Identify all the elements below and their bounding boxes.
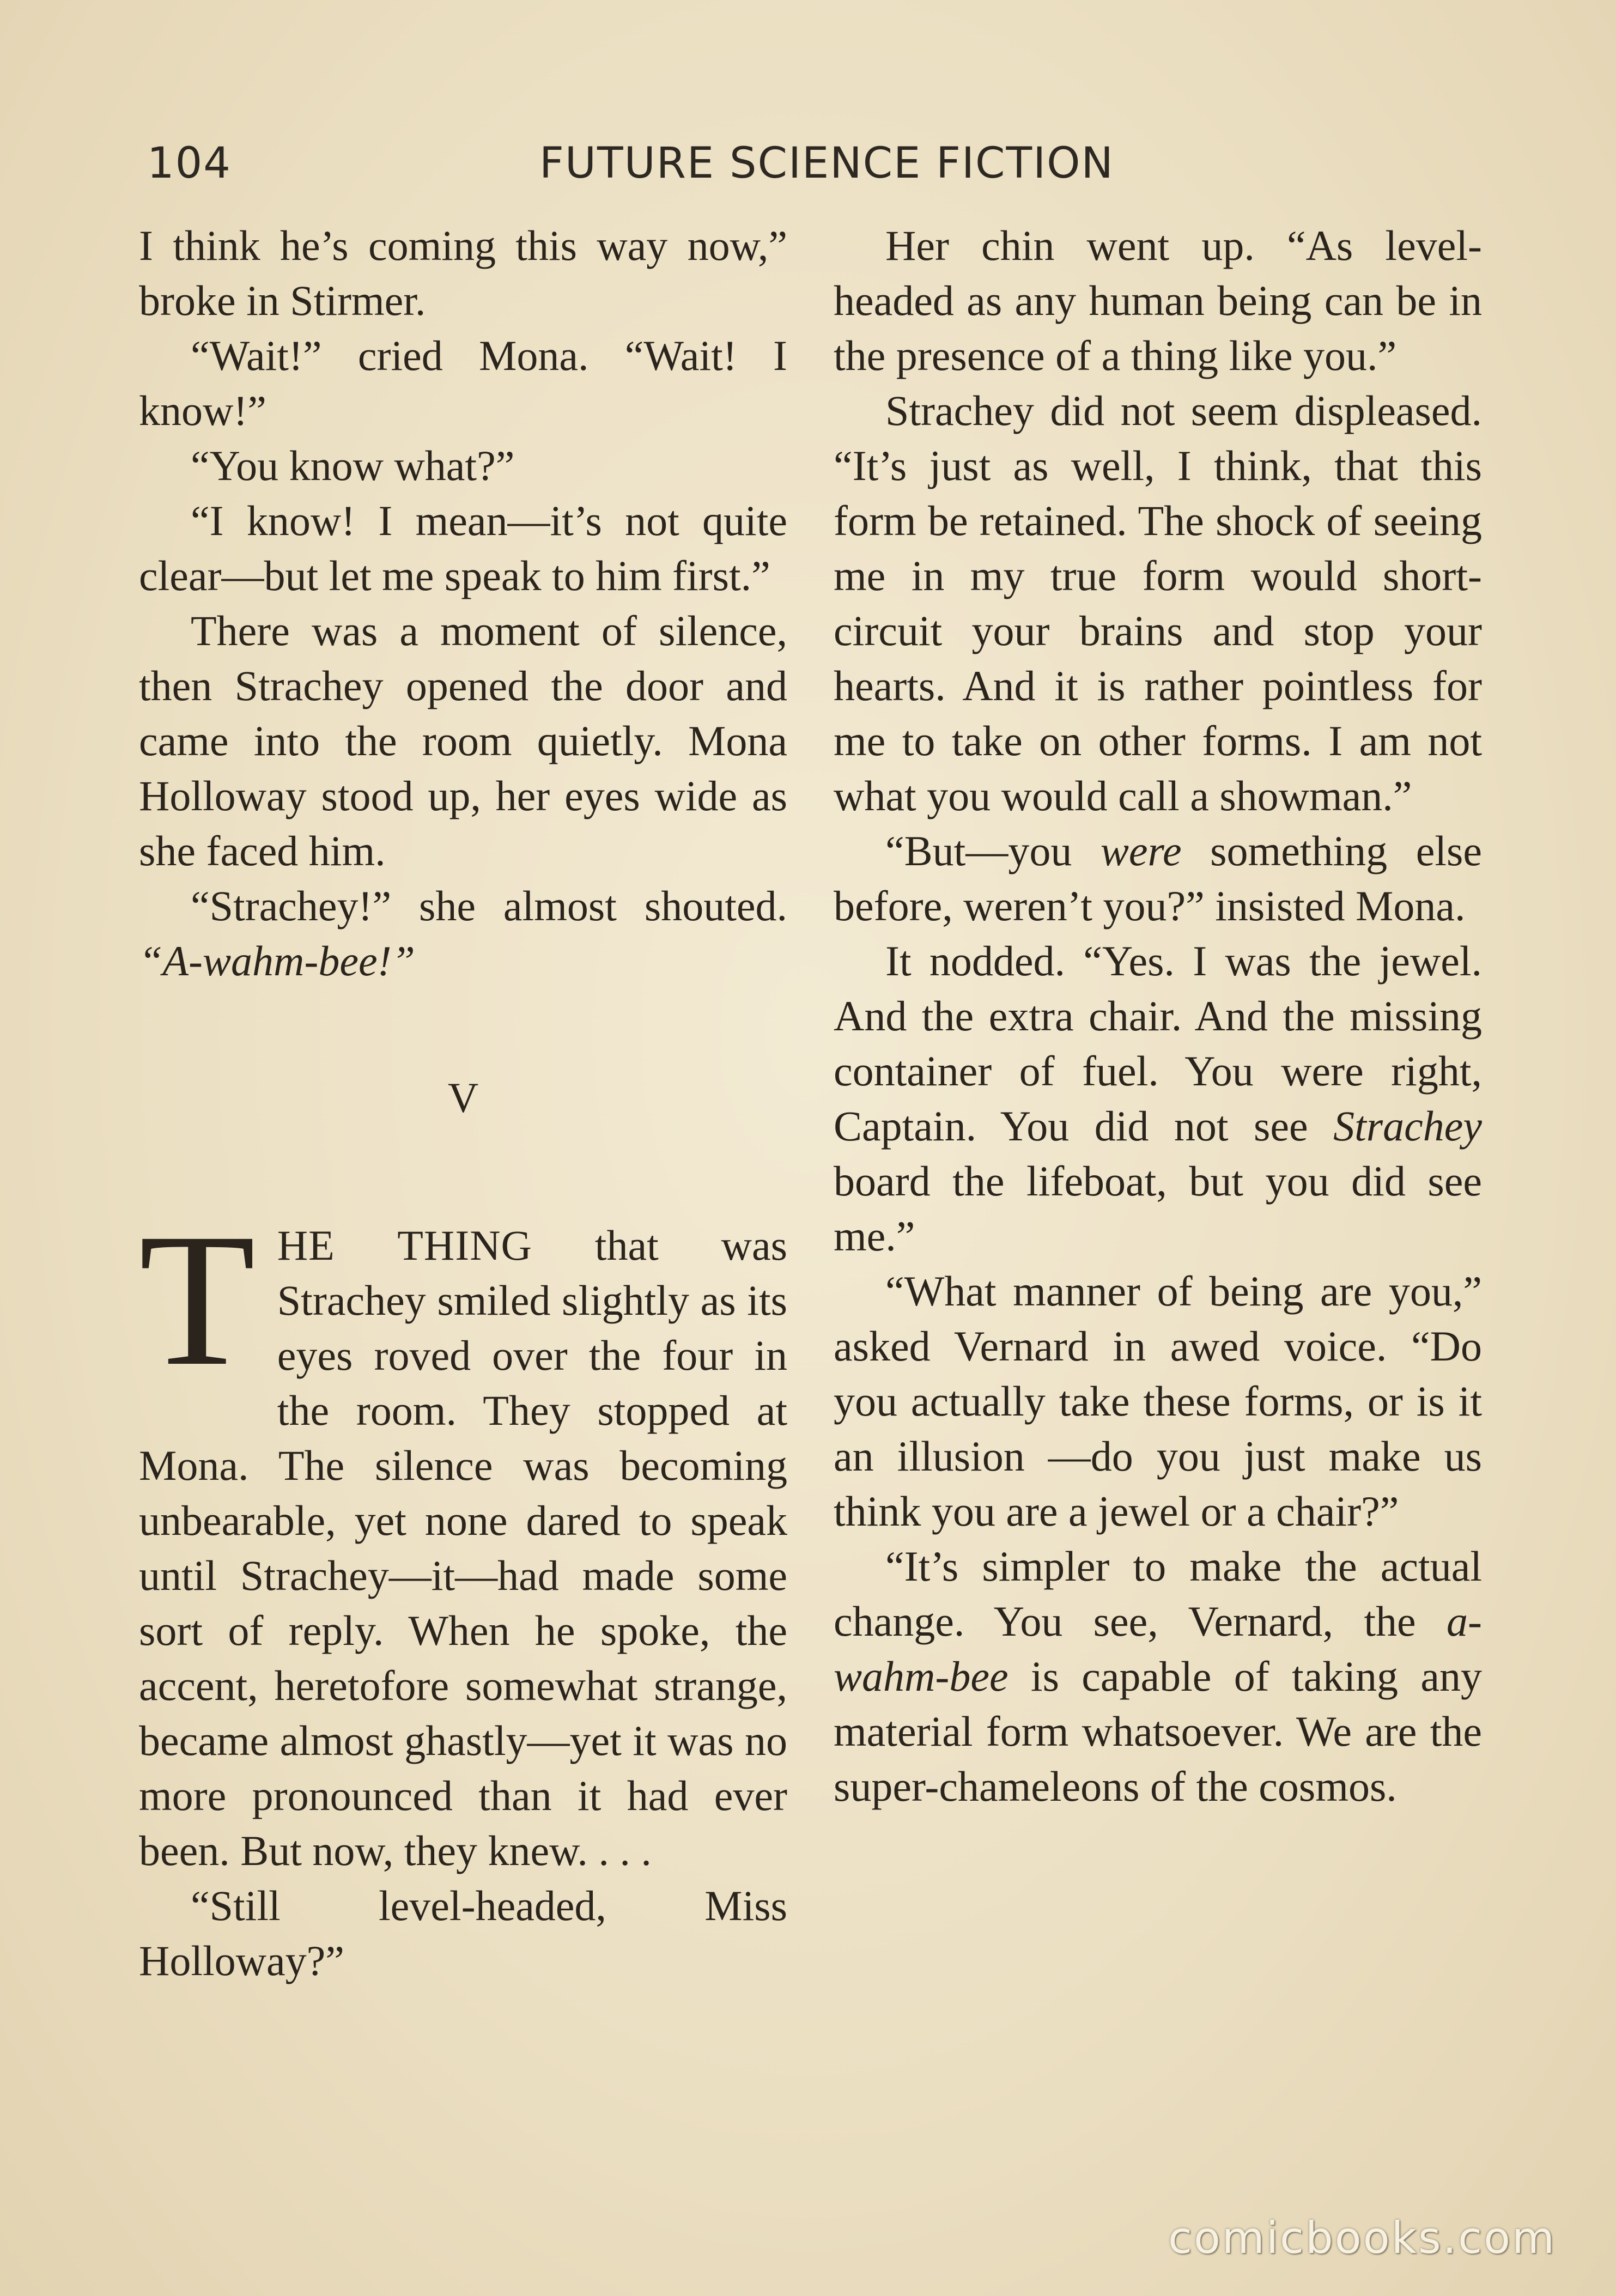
paragraph-text: is capable of taking any material form whatsoever. We are the super-chameleons of the cosmos. — [834, 1653, 1482, 1810]
paragraph-text: something else before, weren’t you?” insisted Mona. — [834, 827, 1482, 930]
paragraph-with-dropcap — [139, 1194, 787, 1878]
paragraph: I think he’s coming this way now,” broke in Stirmer. — [139, 222, 787, 324]
lead-in-caps: HE THING — [277, 1222, 532, 1269]
right-column — [834, 218, 1482, 2169]
left-column — [139, 218, 787, 2169]
page-header — [147, 139, 1487, 204]
paragraph: “Still level-headed, Miss Holloway?” — [139, 1882, 787, 1984]
paragraph: “I know! I mean—it’s not quite clear—but let me speak to him first.” — [139, 497, 787, 599]
paragraph — [834, 823, 1482, 933]
dialogue-text: “Strachey!” she almost shouted. — [191, 882, 787, 930]
paragraph: “You know what?” — [191, 442, 515, 489]
paragraph: There was a moment of silence, then Strachey opened the door and came into the room quietly. Mona Holloway stood up, her eyes wide as she faced him. — [139, 607, 787, 874]
paragraph — [139, 878, 787, 988]
paragraph: Her chin went up. “As level-headed as any human being can be in the presence of a thing like you.” — [834, 222, 1482, 379]
italic-text: “A-wahm-bee!” — [139, 937, 415, 985]
paragraph-text: that was Strachey smiled slightly as its eyes roved over the four in the room. They stopped at Mona. The silence was becoming unbearable, yet none dared to speak until Strachey—it—had made some sort of reply. When he spoke, the accent, heretofore somewhat strange, became almost ghastly—yet it was no more pronounced than it had ever been. But now, they knew. . . . — [139, 1222, 787, 1874]
paragraph-text: It nodded. “Yes. I was the jewel. And the extra chair. And the missing container of fuel. You were right, Captain. You did not see — [834, 937, 1482, 1150]
page-number: 104 — [147, 139, 232, 188]
paragraph-text: “It’s simpler to make the actual change. You see, Vernard, the — [834, 1542, 1482, 1645]
italic-text: were — [1100, 827, 1182, 874]
paragraph-text: “But—you — [885, 827, 1101, 874]
paragraph — [834, 1539, 1482, 1814]
paragraph: “Wait!” cried Mona. “Wait! I know!” — [139, 332, 787, 434]
running-title: FUTURE SCIENCE FICTION — [539, 139, 1114, 188]
chapter-heading: V — [447, 1074, 479, 1121]
watermark: comicbooks.com — [1168, 2213, 1556, 2263]
italic-text: Strachey — [1333, 1102, 1482, 1150]
paragraph: “What manner of being are you,” asked Vernard in awed voice. “Do you actually take these forms, or is it an illusion —do you just make us think you are a jewel or a chair?” — [834, 1267, 1482, 1535]
paragraph — [834, 933, 1482, 1264]
drop-cap: T — [139, 1194, 256, 1405]
paragraph: Strachey did not seem displeased. “It’s just as well, I think, that this form be retained. The shock of seeing me in my true form would short-circuit your brains and stop your hearts. And it is rather pointless for me to take on other forms. I am not what you would call a showman.” — [834, 387, 1482, 819]
italic-text: a-wahm-bee — [834, 1598, 1482, 1700]
paragraph-text: board the lifeboat, but you did see me.” — [834, 1157, 1482, 1260]
